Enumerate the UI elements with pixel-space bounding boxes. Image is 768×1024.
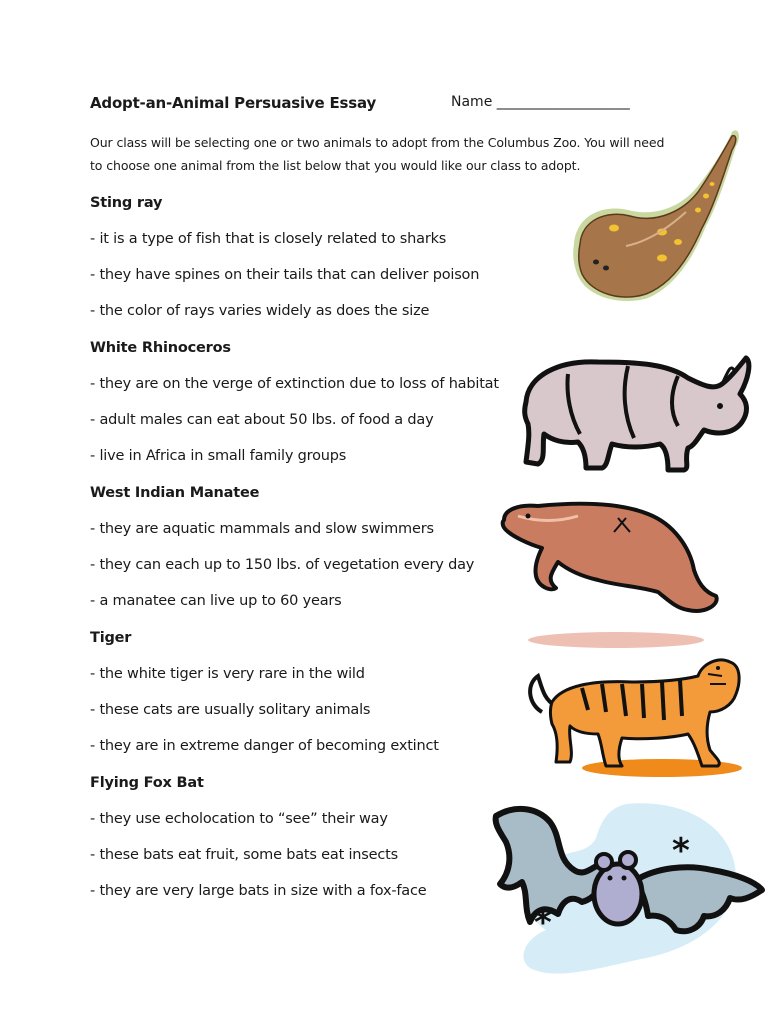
animal-fact: - live in Africa in small family groups [90, 448, 347, 464]
animal-section-west-indian-manatee [90, 482, 474, 626]
animal-fact: - the white tiger is very rare in the wild [90, 666, 365, 682]
animal-fact: - they have spines on their tails that can deliver poison [90, 267, 480, 283]
bat-illustration [486, 798, 766, 984]
animal-heading: Sting ray [90, 195, 163, 211]
animal-heading: West Indian Manatee [90, 485, 260, 501]
rhinoceros-illustration [508, 350, 756, 474]
page-title: Adopt-an-Animal Persuasive Essay [90, 94, 377, 112]
animal-fact: - they use echolocation to “see” their way [90, 811, 388, 827]
animal-section-tiger [90, 627, 439, 771]
animal-fact: - adult males can eat about 50 lbs. of food a day [90, 412, 434, 428]
animal-fact: - these cats are usually solitary animals [90, 702, 371, 718]
name-field-label: Name ___________________ [451, 94, 630, 110]
animal-heading: White Rhinoceros [90, 340, 231, 356]
manatee-illustration [498, 500, 724, 652]
animal-fact: - they can each up to 150 lbs. of vegetation every day [90, 557, 475, 573]
animal-fact: - they are aquatic mammals and slow swimmers [90, 521, 434, 537]
animal-section-white-rhinoceros [90, 337, 499, 481]
animal-heading: Flying Fox Bat [90, 775, 204, 791]
animal-fact: - they are in extreme danger of becoming extinct [90, 738, 439, 754]
intro-paragraph: Our class will be selecting one or two animals to adopt from the Columbus Zoo. You will need to choose one animal from the list below that you would like our class to adopt. [90, 135, 665, 173]
svg-text:*: * [672, 831, 690, 871]
animal-section-flying-fox-bat [90, 772, 426, 916]
animal-fact: - they are very large bats in size with a fox-face [90, 883, 427, 899]
animal-section-sting-ray [90, 192, 479, 336]
animal-fact: - a manatee can live up to 60 years [90, 593, 342, 609]
animal-heading: Tiger [90, 630, 132, 646]
svg-text:*: * [534, 903, 552, 943]
animal-fact: - it is a type of fish that is closely related to sharks [90, 231, 447, 247]
animal-fact: - they are on the verge of extinction due to loss of habitat [90, 376, 499, 392]
animal-fact: - these bats eat fruit, some bats eat insects [90, 847, 398, 863]
tiger-illustration [522, 654, 754, 782]
stingray-illustration [566, 126, 742, 308]
animal-fact: - the color of rays varies widely as does the size [90, 303, 430, 319]
